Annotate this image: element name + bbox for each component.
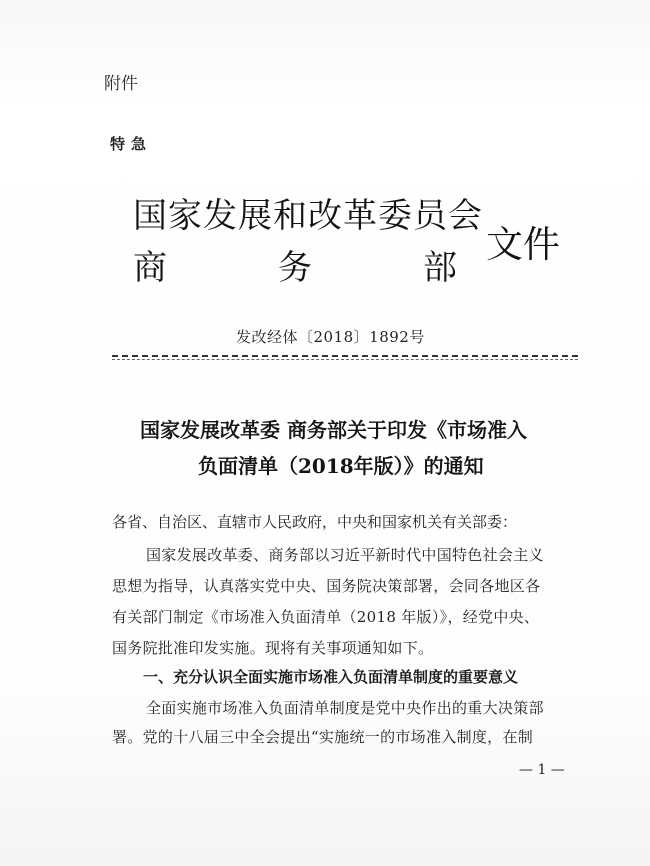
page-number: — 1 — bbox=[519, 762, 565, 778]
issuer-mofcom-char-2: 务 bbox=[278, 248, 312, 288]
issuer-ndrc: 国家发展和改革委员会 bbox=[133, 196, 483, 236]
issuer-mofcom-char-3: 部 bbox=[423, 248, 457, 288]
body-line-4: 国务院批准印发实施。现将有关事项通知如下。 bbox=[112, 639, 434, 657]
notice-title-line-1: 国家发展改革委 商务部关于印发《市场准入 bbox=[140, 418, 527, 442]
issuer-mofcom-char-1: 商 bbox=[133, 248, 167, 288]
body-line-3: 有关部门制定《市场准入负面清单（2018 年版）》，经党中央、 bbox=[112, 608, 540, 626]
section-line-2: 署。党的十八届三中全会提出“实施统一的市场准入制度，在制 bbox=[112, 728, 534, 746]
header-divider bbox=[112, 355, 578, 357]
body-line-1: 国家发展改革委、商务部以习近平新时代中国特色社会主义 bbox=[146, 546, 544, 564]
notice-title-line-2: 负面清单（2018年版）》的通知 bbox=[198, 454, 484, 478]
salutation: 各省、自治区、直辖市人民政府，中央和国家机关有关部委： bbox=[112, 513, 518, 531]
document-type-label: 文件 bbox=[486, 223, 560, 266]
attachment-label: 附件 bbox=[104, 74, 138, 94]
urgency-label: 特急 bbox=[110, 135, 153, 153]
header-divider-secondary bbox=[112, 359, 578, 360]
body-line-2: 思想为指导，认真落实党中央、国务院决策部署，会同各地区各 bbox=[112, 577, 541, 595]
section-line-1: 全面实施市场准入负面清单制度是党中央作出的重大决策部 bbox=[146, 699, 544, 717]
section-heading: 一、充分认识全面实施市场准入负面清单制度的重要意义 bbox=[143, 668, 519, 686]
document-number: 发改经体〔2018〕1892号 bbox=[236, 328, 425, 346]
